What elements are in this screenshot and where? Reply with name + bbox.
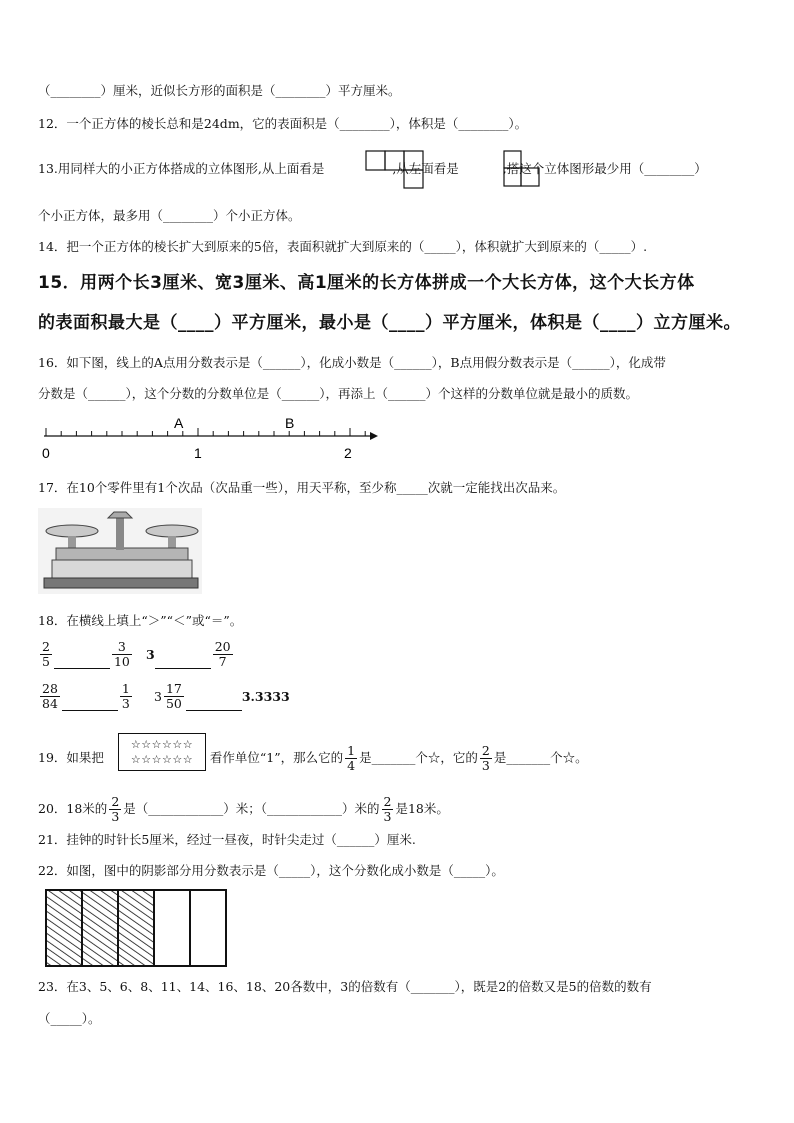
q18-1-lnum: 2 — [42, 639, 50, 654]
q18-1-rden: 10 — [113, 654, 130, 669]
question-23-line1: 23．在3、5、6、8、11、14、16、18、20各数中，3的倍数有（_______），既是2的倍数又是5的倍数的数有 — [38, 979, 652, 994]
q13-text-2: ,从左面看是 — [392, 161, 459, 176]
q18-3-lden: 84 — [42, 696, 58, 711]
blank-cell — [190, 890, 226, 966]
q18-4-mnum: 17 — [165, 681, 182, 696]
q18-4-right: 3.3333 — [241, 689, 290, 704]
q18-3-lnum: 28 — [42, 681, 58, 696]
q18-3-rden: 3 — [121, 696, 130, 711]
q13-line2: 个小正方体，最多用（________）个小正方体。 — [38, 208, 301, 223]
q11-continuation: （________）厘米，近似长方形的面积是（________）平方厘米。 — [38, 83, 401, 98]
q20-f2-den: 3 — [383, 809, 392, 824]
question-18: 18．在横线上填上“＞”“＜”或“＝”。 — [38, 613, 243, 628]
q19-prefix: 19．如果把 — [38, 750, 104, 765]
q18-3-blank[interactable] — [62, 696, 118, 711]
shaded-cell — [46, 890, 82, 966]
q18-4-blank[interactable] — [186, 696, 242, 711]
shaded-cell — [82, 890, 118, 966]
q20-f1-num: 2 — [111, 794, 120, 809]
q19-is1: 是_______个☆，它的 — [359, 750, 478, 765]
label-b: B — [285, 415, 295, 431]
number-line — [38, 412, 388, 462]
tick-label-1: 1 — [194, 445, 202, 461]
q18-item-1 — [38, 640, 134, 669]
q18-3-rnum: 1 — [121, 681, 130, 696]
left-view-figure — [503, 150, 543, 190]
question-16-line2: 分数是（______），这个分数的分数单位是（______），再添上（______）个这样的分数单位就是最小的质数。 — [38, 386, 639, 401]
q20-f1-den: 3 — [111, 809, 120, 824]
q20-c: 是18米。 — [395, 801, 449, 816]
q19-f1-num: 1 — [347, 743, 356, 758]
axis-arrow — [370, 432, 378, 440]
q19-f1-den: 4 — [347, 758, 356, 773]
question-15-line1: 15．用两个长3厘米、宽3厘米、高1厘米的长方体拼成一个大长方体，这个大长方体 — [38, 273, 695, 293]
question-21: 21．挂钟的时针长5厘米，经过一昼夜，时针尖走过（______）厘米. — [38, 832, 416, 847]
q18-item-4 — [154, 682, 290, 711]
q18-1-rnum: 3 — [112, 640, 132, 655]
question-20 — [38, 795, 449, 824]
q18-2-blank[interactable] — [155, 654, 211, 669]
question-17: 17．在10个零件里有1个次品（次品重一些），用天平称，至少称_____次就一定能找出次品来。 — [38, 480, 566, 495]
q18-item-3 — [38, 682, 134, 711]
q18-1-lden: 5 — [42, 654, 50, 669]
star-row: ☆☆☆☆☆☆ — [130, 738, 194, 751]
question-14: 14．把一个正方体的棱长扩大到原来的5倍，表面积就扩大到原来的（_____），体积就扩大到原来的（_____）. — [38, 239, 648, 254]
q20-b: 是（____________）米；（____________）米的 — [123, 801, 380, 816]
q20-f2-num: 2 — [383, 794, 392, 809]
q18-4-mden: 50 — [165, 696, 182, 711]
q20-a: 20．18米的 — [38, 801, 108, 816]
label-a: A — [174, 415, 184, 431]
star-box — [118, 733, 206, 771]
shaded-cell — [118, 890, 154, 966]
q18-4-whole: 3 — [154, 689, 162, 704]
q18-1-blank[interactable] — [54, 654, 110, 669]
q13-text-1: 13.用同样大的小正方体搭成的立体图形,从上面看是 — [38, 161, 325, 176]
q13-text-3: ,搭这个立体图形最少用（________） — [502, 161, 707, 176]
question-22: 22．如图，图中的阴影部分用分数表示是（_____），这个分数化成小数是（_____）。 — [38, 863, 504, 878]
q19-is2: 是_______个☆。 — [493, 750, 588, 765]
q18-2-rnum: 20 — [214, 639, 231, 654]
tick-label-2: 2 — [344, 445, 352, 461]
q19-f2-num: 2 — [481, 743, 490, 758]
q19-mid: 看作单位“1”，那么它的 — [209, 750, 344, 765]
q18-item-2 — [146, 640, 235, 669]
balance-scale-image — [38, 508, 202, 594]
top-view-figure — [365, 150, 427, 190]
question-16-line1: 16．如下图，线上的A点用分数表示是（______），化成小数是（______），B点用假分数表示是（______），化成带 — [38, 355, 666, 370]
tick-label-0: 0 — [42, 445, 50, 461]
q18-2-rden: 7 — [218, 654, 227, 669]
blank-cell — [154, 890, 190, 966]
question-15-line2: 的表面积最大是（____）平方厘米，最小是（____）平方厘米，体积是（____）立方厘米。 — [38, 313, 741, 333]
shaded-fraction-figure — [44, 888, 230, 970]
question-23-line2: （_____）。 — [38, 1011, 101, 1026]
star-row: ☆☆☆☆☆☆ — [130, 753, 194, 766]
q18-2-left: 3 — [146, 647, 155, 662]
question-12: 12．一个正方体的棱长总和是24dm，它的表面积是（________），体积是（________）。 — [38, 116, 528, 131]
q19-f2-den: 3 — [481, 758, 490, 773]
